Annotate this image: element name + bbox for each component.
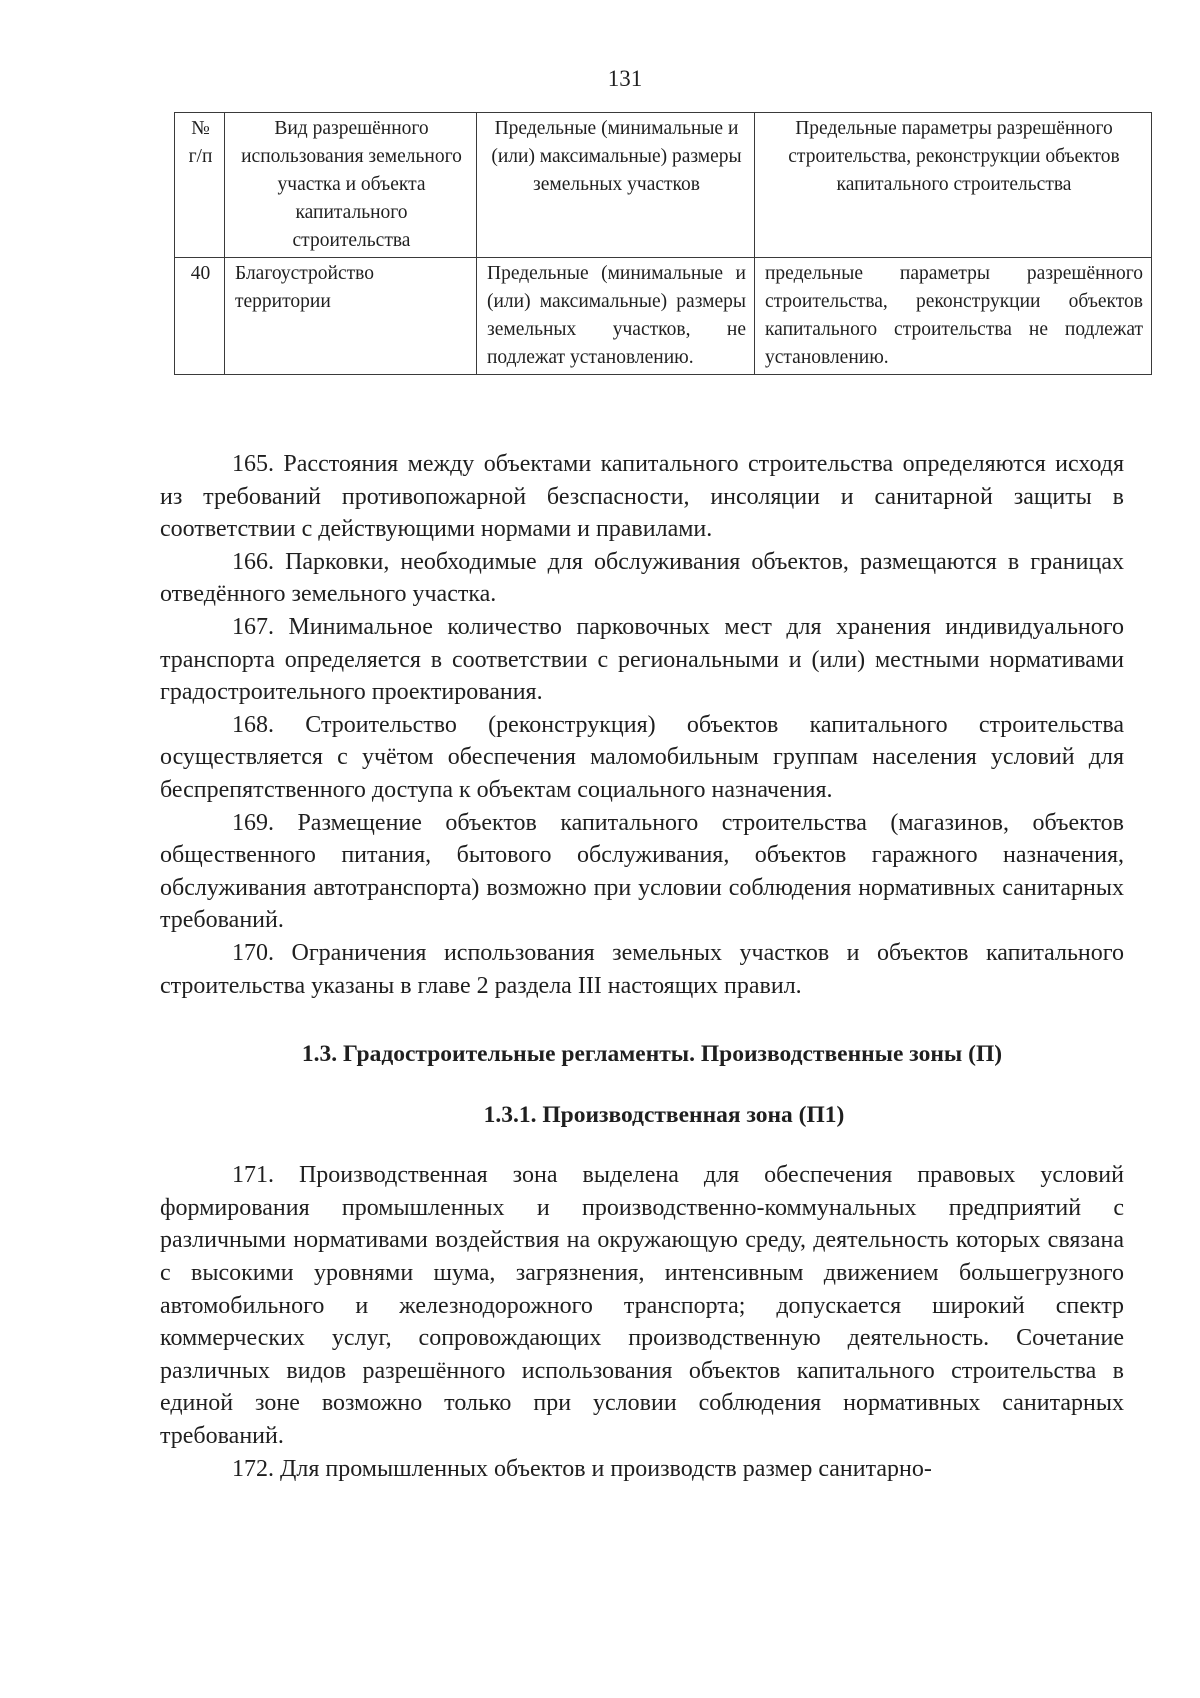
paragraph-171: 171. Производственная зона выделена для обеспечения правовых условий формирования промышленных и производственно-коммунальных предприятий с различными нормативами воздействия на окружающую среду, деятельность которых связана с высокими уровнями шума, загрязнения, интенсивным движением большегрузного автомобильного и железнодорожного транспорта; допускается широкий спектр коммерческих услуг, сопровождающих производственную деятельность. Сочетание различных видов разрешённого использования объектов капитального строительства в единой зоне возможно только при условии соблюдения нормативных санитарных требований. [160, 1162, 1124, 1450]
paragraph-169: 169. Размещение объектов капитального строительства (магазинов, объектов общественного питания, бытового обслуживания, объектов гаражного назначения, обслуживания автотранспорта) возможно при условии соблюдения нормативных санитарных требований. [160, 809, 1124, 934]
subsection-heading: 1.3.1. Производственная зона (П1) [483, 1101, 845, 1128]
regulations-table [174, 112, 1152, 375]
page-number: 131 [607, 66, 643, 91]
row-number: 40 [175, 258, 225, 375]
row-construction-params: предельные параметры разрешённого строительства, реконструкции объектов капитального строительства не подлежат установлению. [755, 258, 1152, 375]
paragraph-165: 165. Расстояния между объектами капитального строительства определяются исходя из требований противопожарной безспасности, инсоляции и санитарной защиты в соответствии с действующими нормами и правилами. [160, 451, 1124, 543]
table-header-row [175, 113, 1152, 258]
row-plot-size: Предельные (минимальные и (или) максимальные) размеры земельных участков, не подлежат установлению. [477, 258, 755, 375]
header-permitted-use: Вид разрешённого использования земельного участка и объекта капитального строительства [225, 113, 477, 258]
document-body [160, 448, 1124, 1485]
header-number: № г/п [175, 113, 225, 258]
paragraph-166: 166. Парковки, необходимые для обслуживания объектов, размещаются в границах отведённого земельного участка. [160, 548, 1124, 608]
row-permitted-use: Благоустройство территории [225, 258, 477, 375]
table-row [175, 258, 1152, 375]
paragraph-167: 167. Минимальное количество парковочных мест для хранения индивидуального транспорта определяется в соответствии с региональными и (или) местными нормативами градостроительного проектирования. [160, 613, 1124, 706]
paragraph-172: 172. Для промышленных объектов и производств размер санитарно- [232, 1455, 932, 1482]
paragraph-168: 168. Строительство (реконструкция) объектов капитального строительства осуществляется с учётом обеспечения маломобильным группам населения условий для беспрепятственного доступа к объектам социального назначения. [160, 711, 1124, 803]
section-heading: 1.3. Градостроительные регламенты. Производственные зоны (П) [301, 1041, 1003, 1068]
header-plot-size: Предельные (минимальные и (или) максимальные) размеры земельных участков [477, 113, 755, 258]
paragraph-170: 170. Ограничения использования земельных участков и объектов капитального строительства указаны в главе 2 раздела III настоящих правил. [160, 939, 1124, 999]
header-construction-params: Предельные параметры разрешённого строительства, реконструкции объектов капитального строительства [755, 113, 1152, 258]
